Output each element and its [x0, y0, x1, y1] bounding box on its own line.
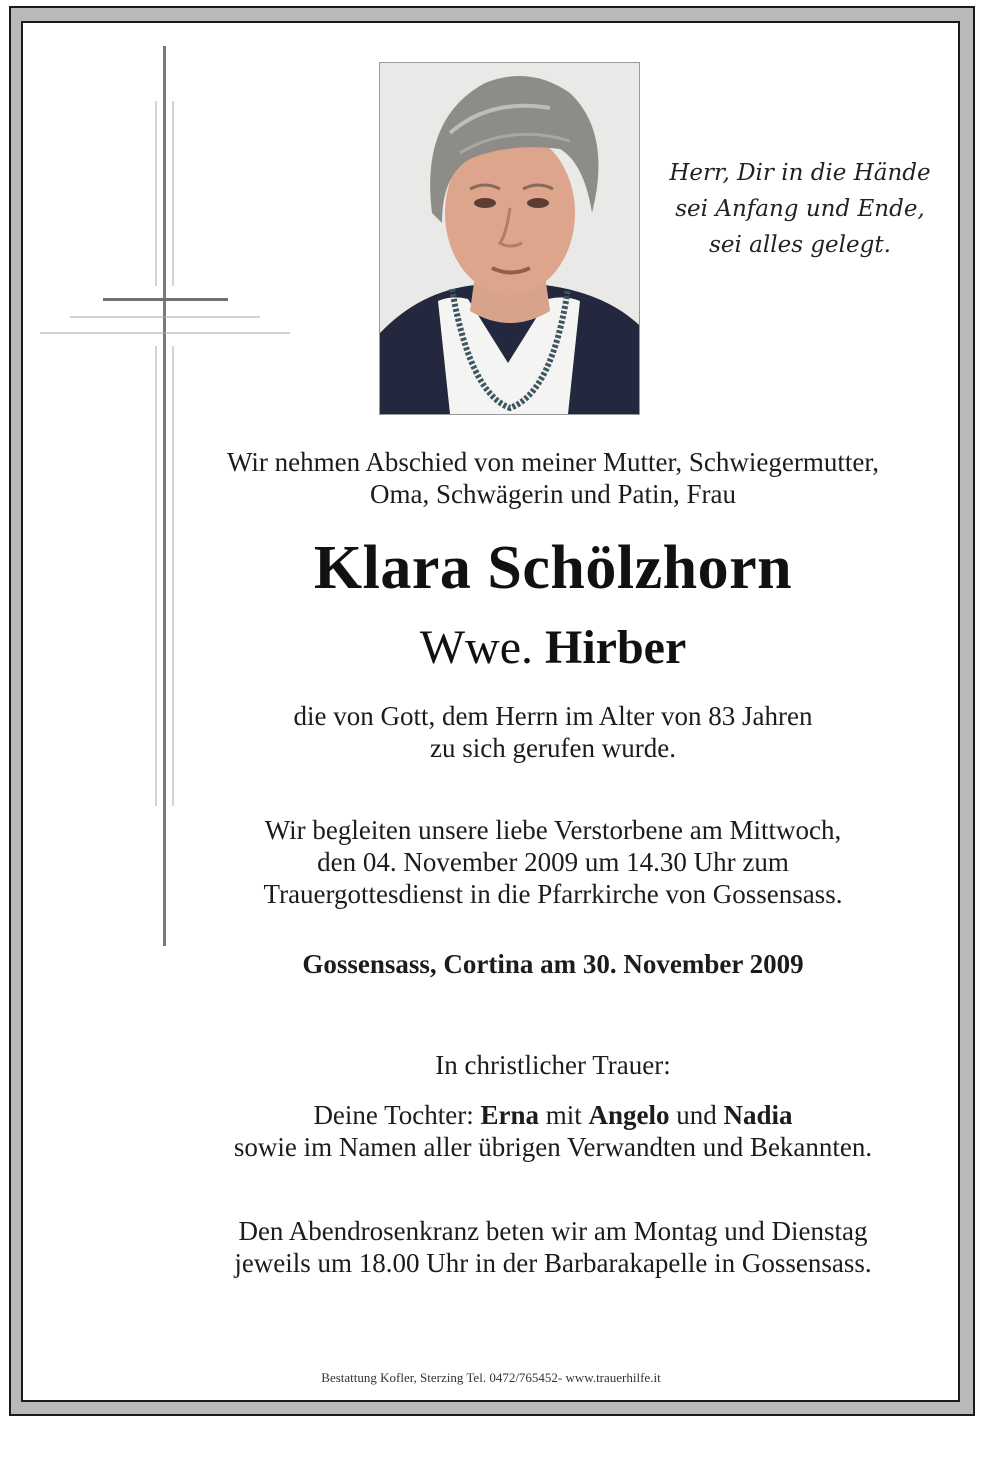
mourners-heading: In christlicher Trauer: [435, 1050, 671, 1080]
partner-name: Angelo [588, 1100, 670, 1130]
portrait-photo [379, 62, 640, 415]
daughter-name: Erna [480, 1100, 540, 1130]
deceased-name: Klara Schölzhorn [313, 534, 793, 602]
portrait-illustration [380, 63, 639, 414]
death-notice [196, 700, 910, 764]
place-date: Gossensass, Cortina am 30. November 2009 [302, 949, 804, 979]
intro-line-2: Oma, Schwägerin und Patin, Frau [370, 479, 736, 509]
and-word: und [676, 1100, 717, 1130]
daughter-label: Deine Tochter: [313, 1100, 474, 1130]
cross-horizontal-bar [103, 298, 228, 301]
funeral-line-1: Wir begleiten unsere liebe Verstorbene am Mittwoch, [264, 815, 842, 845]
with-word: mit [545, 1100, 582, 1130]
mourners-family-line [196, 1099, 910, 1131]
rosary-line-2: jeweils um 18.00 Uhr in der Barbarakapelle in Gossensass. [234, 1248, 872, 1278]
widow-line [196, 620, 910, 676]
verse-line-3: sei alles gelegt. [709, 232, 891, 258]
rosary-info [196, 1215, 910, 1279]
cross-vertical-bar [163, 46, 166, 946]
intro-line-1: Wir nehmen Abschied von meiner Mutter, Schwiegermutter, [226, 447, 880, 477]
death-notice-line-1: die von Gott, dem Herrn im Alter von 83 Jahren [293, 701, 813, 731]
funeral-info [196, 814, 910, 910]
grandchild-name: Nadia [723, 1100, 793, 1130]
rosary-line-1: Den Abendrosenkranz beten wir am Montag und Dienstag [238, 1216, 868, 1246]
mourners-others: sowie im Namen aller übrigen Verwandten und Bekannten. [233, 1132, 873, 1162]
bible-verse [650, 155, 950, 263]
mourners-family [196, 1099, 910, 1163]
funeral-line-2: den 04. November 2009 um 14.30 Uhr zum [317, 847, 789, 877]
funeral-home-footer: Bestattung Kofler, Sterzing Tel. 0472/765452- www.trauerhilfe.it [321, 1370, 661, 1385]
death-notice-line-2: zu sich gerufen wurde. [430, 733, 676, 763]
verse-line-2: sei Anfang und Ende, [675, 196, 925, 222]
funeral-line-3: Trauergottesdienst in die Pfarrkirche von Gossensass. [263, 879, 843, 909]
widow-prefix: Wwe. [419, 621, 533, 674]
intro-text [196, 446, 910, 510]
verse-line-1: Herr, Dir in die Hände [669, 160, 931, 186]
maiden-name: Hirber [545, 621, 687, 674]
